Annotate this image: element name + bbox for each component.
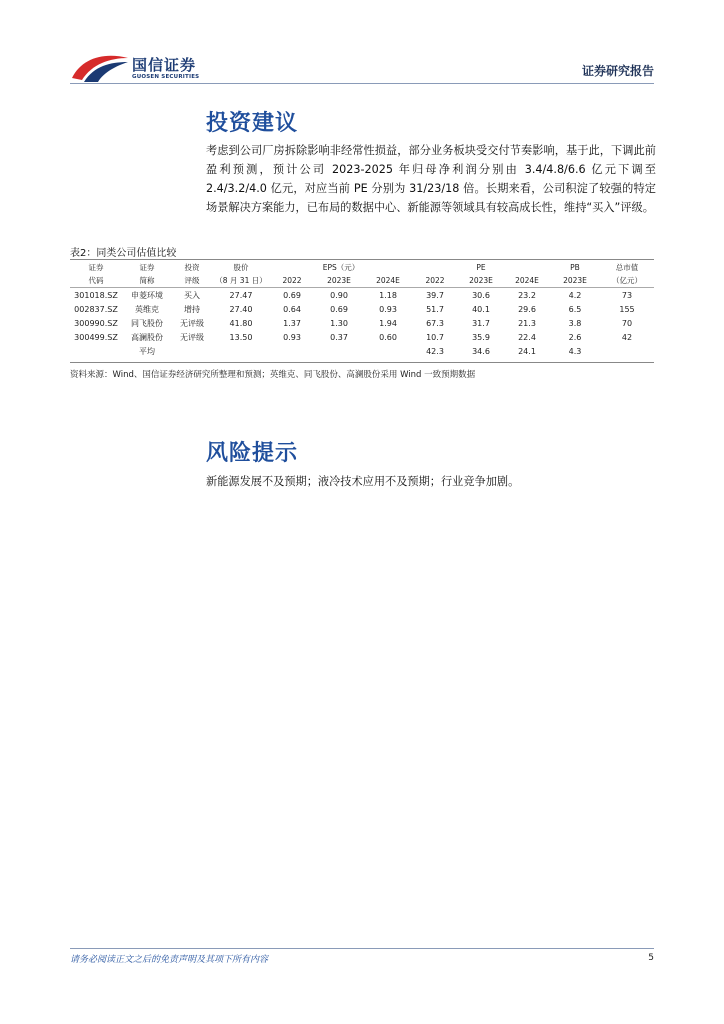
logo-chinese-name: 国信证券 (132, 56, 197, 74)
table-cell: 301018.SZ (74, 290, 118, 300)
table-top-rule (70, 259, 654, 260)
table-cell: 高澜股份 (131, 332, 163, 342)
guosen-logo-icon (70, 52, 130, 84)
header-cell: 2023E (550, 274, 600, 288)
table-cell: 无评级 (180, 318, 204, 328)
table-cell: 3.8 (568, 318, 582, 328)
table-caption: 表2：同类公司估值比较 (70, 248, 177, 259)
investment-paragraph (206, 141, 656, 217)
table-row (70, 316, 654, 330)
table-cell: 300499.SZ (74, 332, 118, 342)
table-cell (270, 344, 314, 358)
table-cell: 4.3 (568, 346, 582, 356)
table-cell: 22.4 (518, 332, 536, 342)
table-row (70, 302, 654, 316)
table-cell: 1.37 (283, 318, 301, 328)
table-header-row-1 (70, 261, 654, 274)
table-cell (212, 344, 270, 358)
table-cell: 英维克 (135, 304, 159, 314)
table-cell: 增持 (184, 304, 200, 314)
table-cell: 0.93 (283, 332, 301, 342)
table-cell (600, 344, 654, 358)
page-number: 5 (648, 953, 654, 963)
header-cell-pe: PE (476, 263, 486, 272)
table-cell: 1.30 (330, 318, 348, 328)
header-cell: 评级 (172, 274, 212, 288)
table-cell: 13.50 (229, 332, 253, 342)
section-title-risk: 风险提示 (206, 441, 299, 466)
header-cell: 2024E (504, 274, 550, 288)
table-cell: 002837.SZ (74, 304, 118, 314)
table-cell: 4.2 (568, 290, 582, 300)
header-cell: 2024E (364, 274, 412, 288)
table-row-average (70, 344, 654, 358)
risk-text: 新能源发展不及预期；液冷技术应用不及预期；行业竞争加剧。 (206, 475, 520, 488)
table-cell: 买入 (184, 290, 200, 300)
table-bottom-rule (70, 362, 654, 363)
table-cell: 1.18 (379, 290, 397, 300)
header-cell: 2023E (314, 274, 364, 288)
table-cell: 23.2 (518, 290, 536, 300)
table-row (70, 330, 654, 344)
table-cell (172, 344, 212, 358)
report-type-label: 证券研究报告 (581, 64, 654, 78)
table-cell: 27.47 (229, 290, 253, 300)
table-cell (70, 344, 122, 358)
table-cell: 平均 (139, 346, 155, 356)
table-cell: 29.6 (518, 304, 536, 314)
table-cell: 6.5 (568, 304, 582, 314)
table-cell: 0.69 (330, 304, 348, 314)
table-cell: 同飞股份 (131, 318, 163, 328)
table-cell: 27.40 (229, 304, 253, 314)
table-cell: 39.7 (426, 290, 444, 300)
header-divider (70, 83, 654, 84)
table-cell: 1.94 (379, 318, 397, 328)
table-cell: 300990.SZ (74, 318, 118, 328)
header-cell: 代码 (70, 274, 122, 288)
header-cell-mcap: 总市值 (615, 263, 639, 272)
table-cell: 0.64 (283, 304, 301, 314)
header-cell: （亿元） (600, 274, 654, 288)
table-cell: 10.7 (426, 332, 444, 342)
header-cell: 简称 (122, 274, 172, 288)
table-row (70, 288, 654, 303)
table-cell: 0.93 (379, 304, 397, 314)
table-cell: 42 (621, 332, 633, 342)
header-cell-pb: PB (570, 263, 580, 272)
table-cell: 21.3 (518, 318, 536, 328)
table-cell: 34.6 (472, 346, 490, 356)
table-cell: 40.1 (472, 304, 490, 314)
header-cell: 证券 (139, 263, 155, 272)
table-cell: 31.7 (472, 318, 490, 328)
table-cell: 0.69 (283, 290, 301, 300)
table-cell: 申菱环境 (131, 290, 163, 300)
table-header-row-2 (70, 274, 654, 288)
table-source-note: 资料来源：Wind、国信证券经济研究所整理和预测；英维克、同飞股份、高澜股份采用 Wind 一致预期数据 (70, 370, 476, 380)
table-cell: 67.3 (426, 318, 444, 328)
table-cell: 42.3 (426, 346, 444, 356)
table-cell: 35.9 (472, 332, 490, 342)
footer-disclaimer: 请务必阅读正文之后的免责声明及其项下所有内容 (70, 955, 269, 965)
header-cell: 股价 (233, 263, 249, 272)
section-title-investment: 投资建议 (206, 111, 299, 136)
risk-paragraph (206, 472, 656, 491)
table-cell: 24.1 (518, 346, 536, 356)
header-cell: 2022 (412, 274, 458, 288)
table-cell: 51.7 (426, 304, 444, 314)
table-cell (364, 344, 412, 358)
table-cell: 73 (621, 290, 633, 300)
table-cell: 0.60 (379, 332, 397, 342)
header-cell: （8 月 31 日） (212, 274, 270, 288)
table-cell: 2.6 (568, 332, 582, 342)
header-cell-eps: EPS（元） (322, 263, 360, 272)
header-cell: 2022 (270, 274, 314, 288)
table-cell: 0.90 (330, 290, 348, 300)
valuation-table (70, 261, 654, 358)
table-cell: 155 (619, 304, 635, 314)
header-cell: 投资 (184, 263, 200, 272)
header-cell: 2023E (458, 274, 504, 288)
table-cell: 70 (621, 318, 633, 328)
investment-text: 考虑到公司厂房拆除影响非经常性损益，部分业务板块受交付节奏影响，基于此，下调此前盈利预测，预计公司 2023-2025 年归母净利润分别由 3.4/4.8/6.6 亿元下调至 2.4/3.2/4.0 亿元，对应当前 PE 分别为 31/23/18 倍。长期来看，公司积淀了较强的特定场景解决方案能力，已布局的数据中心、新能源等领域具有较高成长性，维持“买入”评级。 (206, 144, 656, 214)
footer-divider (70, 948, 654, 949)
table-cell (314, 344, 364, 358)
table-cell: 0.37 (330, 332, 348, 342)
logo-english-name: GUOSEN SECURITIES (132, 74, 200, 80)
table-cell: 无评级 (180, 332, 204, 342)
header-cell: 证券 (88, 263, 104, 272)
table-cell: 30.6 (472, 290, 490, 300)
table-cell: 41.80 (229, 318, 253, 328)
